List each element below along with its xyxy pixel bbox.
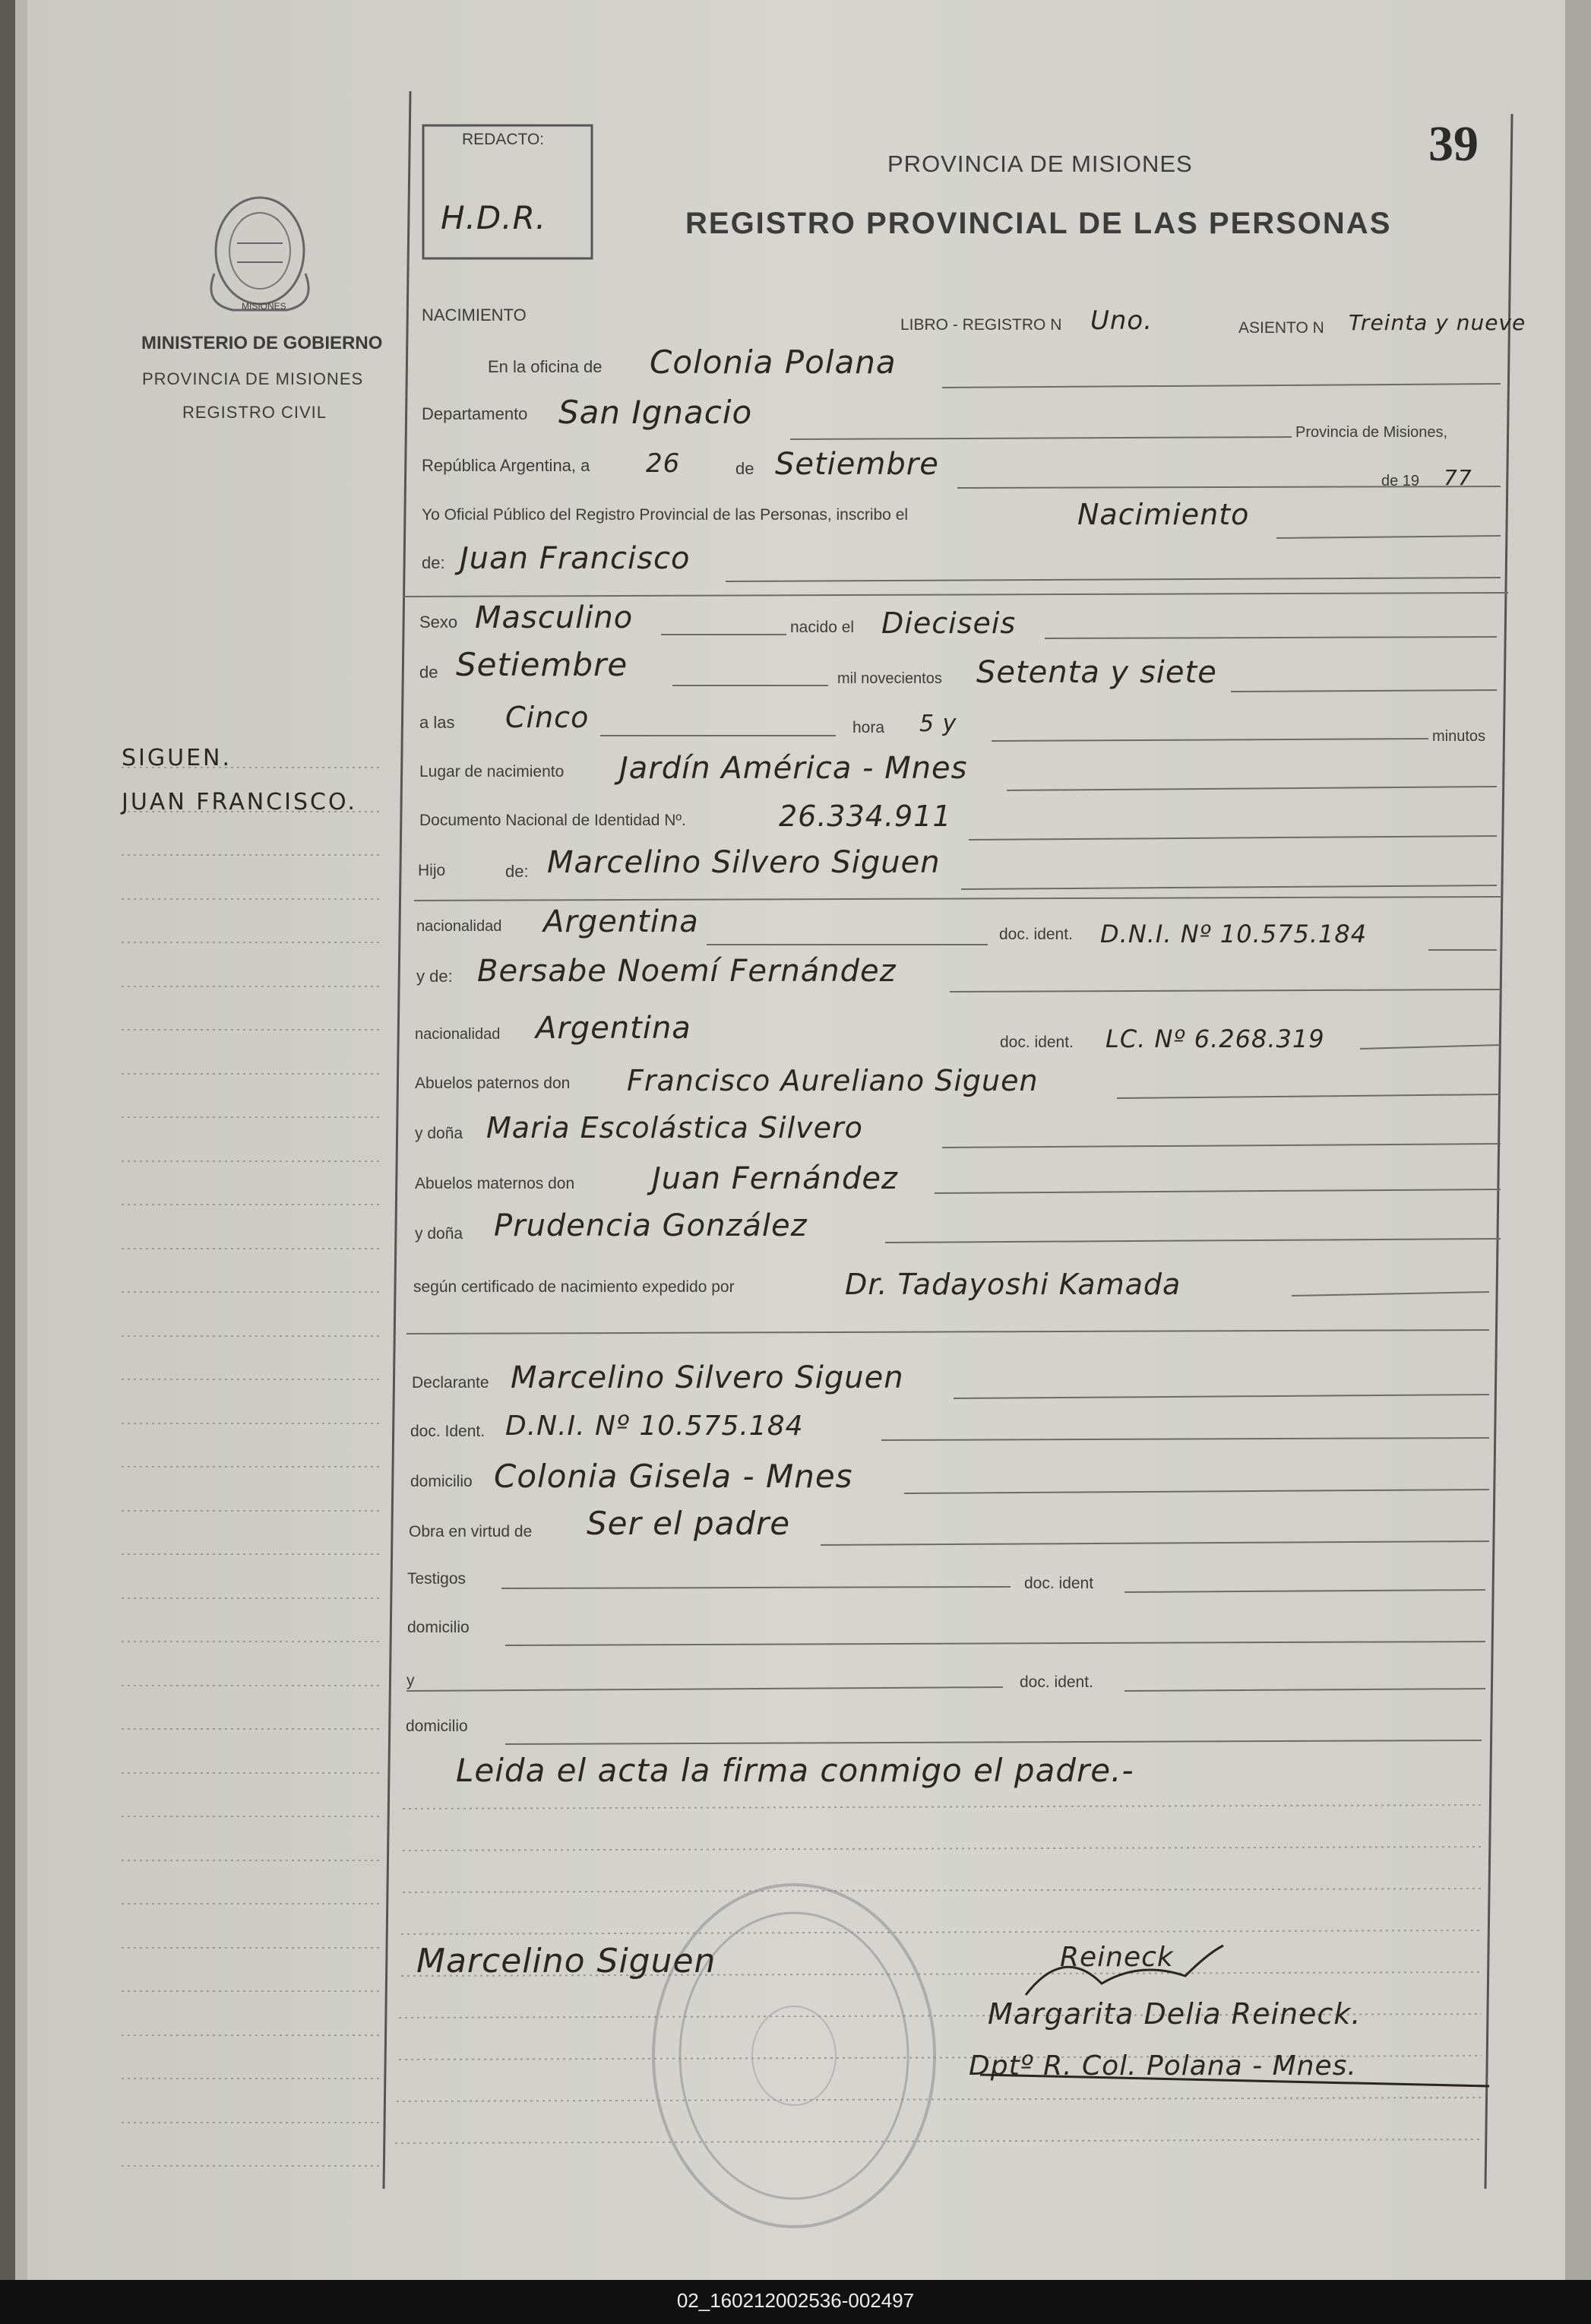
margin-note-given-names[interactable]: JUAN FRANCISCO. [122, 789, 357, 815]
dni-label: Documento Nacional de Identidad Nº. [419, 812, 686, 829]
doc-ident-madre-label: doc. ident. [1000, 1034, 1074, 1051]
lugar-value[interactable]: Jardín América - Mnes [619, 751, 968, 786]
declarante-doc-label: doc. Ident. [410, 1423, 486, 1440]
madre-label: y de: [416, 967, 453, 986]
testigo-domicilio-label: domicilio [407, 1619, 470, 1636]
testigo2-domicilio-label: domicilio [406, 1718, 468, 1735]
declarant-signature: Marcelino Siguen [416, 1942, 716, 1980]
libro-value[interactable]: Uno. [1090, 306, 1153, 336]
act-type-label: NACIMIENTO [422, 306, 527, 325]
domicilio-label: domicilio [410, 1473, 473, 1490]
hora-label: hora [852, 719, 885, 736]
province-title: PROVINCIA DE MISIONES [887, 150, 1193, 177]
lugar-label: Lugar de nacimiento [419, 763, 565, 780]
abuela-paterna-label: y doña [415, 1125, 463, 1142]
page-number: 39 [1428, 116, 1479, 172]
abuela-materna-value[interactable]: Prudencia González [494, 1208, 808, 1243]
sidebar-registry: REGISTRO CIVIL [182, 403, 327, 422]
nacionalidad-padre-label: nacionalidad [416, 918, 502, 935]
madre-value[interactable]: Bersabe Noemí Fernández [477, 954, 897, 989]
mes-value[interactable]: Setiembre [775, 447, 939, 482]
margin-note-surname[interactable]: SIGUEN. [122, 745, 232, 771]
oficina-value[interactable]: Colonia Polana [650, 344, 897, 381]
declarante-value[interactable]: Marcelino Silvero Siguen [511, 1360, 904, 1395]
testigo2-label: y [406, 1672, 415, 1689]
declarante-label: Declarante [412, 1374, 489, 1392]
testigo-doc-label: doc. ident [1024, 1575, 1094, 1592]
doc-ident-padre-label: doc. ident. [999, 926, 1073, 943]
dia-value[interactable]: 26 [646, 448, 681, 479]
dni-value[interactable]: 26.334.911 [779, 799, 952, 833]
registry-title: REGISTRO PROVINCIAL DE LAS PERSONAS [685, 207, 1392, 240]
minutos-label: minutos [1432, 728, 1486, 745]
sidebar-province: PROVINCIA DE MISIONES [142, 369, 364, 388]
certificado-label: según certificado de nacimiento expedido por [413, 1278, 735, 1296]
footer-bar [0, 2280, 1591, 2324]
certificado-value[interactable]: Dr. Tadayoshi Kamada [845, 1268, 1181, 1301]
official-name: Margarita Delia Reineck. [988, 1997, 1362, 2031]
oficial-label: Yo Oficial Público del Registro Provincial de las Personas, inscribo el [422, 506, 909, 524]
nacionalidad-padre-value[interactable]: Argentina [543, 904, 699, 939]
abuelos-paternos-label: Abuelos paternos don [415, 1075, 571, 1092]
image-id-label: 02_160212002536-002497 [676, 2289, 915, 2312]
abuelo-materno-value[interactable]: Juan Fernández [652, 1161, 898, 1196]
sidebar-seal-label: MISIONES [242, 301, 286, 312]
oficina-label: En la oficina de [488, 357, 603, 376]
provincia-label: Provincia de Misiones, [1295, 424, 1448, 441]
hijo-de-label: de: [505, 862, 529, 881]
abuela-materna-label: y doña [415, 1225, 463, 1243]
mes2-value[interactable]: Setiembre [456, 646, 628, 683]
abuela-paterna-value[interactable]: Maria Escolástica Silvero [486, 1111, 863, 1145]
obra-label: Obra en virtud de [409, 1523, 533, 1540]
sexo-label: Sexo [419, 613, 458, 632]
sexo-value[interactable]: Masculino [475, 600, 634, 635]
padre-value[interactable]: Marcelino Silvero Siguen [547, 845, 941, 880]
anio-label: de 19 [1381, 473, 1420, 489]
nacido-label: nacido el [790, 619, 855, 636]
abuelo-paterno-value[interactable]: Francisco Aureliano Siguen [627, 1064, 1039, 1097]
domicilio-value[interactable]: Colonia Gisela - Mnes [494, 1458, 853, 1495]
nacido-value[interactable]: Dieciseis [881, 606, 1017, 640]
minutos-value[interactable]: 5 y [919, 711, 957, 737]
asiento-value[interactable]: Treinta y nueve [1349, 310, 1526, 335]
oficial-value[interactable]: Nacimiento [1077, 498, 1250, 531]
declarante-doc-value[interactable]: D.N.I. Nº 10.575.184 [505, 1411, 804, 1442]
alas-label: a las [419, 713, 455, 732]
official-signature: Reineck [1060, 1942, 1174, 1973]
nacionalidad-madre-value[interactable]: Argentina [536, 1011, 691, 1046]
official-office: Dptº R. Col. Polana - Mnes. [969, 2050, 1357, 2082]
abuelos-maternos-label: Abuelos maternos don [415, 1175, 575, 1192]
nombre-value[interactable]: Juan Francisco [460, 541, 691, 576]
redacto-value[interactable]: H.D.R. [441, 199, 547, 236]
redacto-label: REDACTO: [462, 131, 545, 148]
obra-value[interactable]: Ser el padre [587, 1505, 791, 1542]
de-mes-label: de [419, 663, 438, 682]
doc-padre-value[interactable]: D.N.I. Nº 10.575.184 [1100, 920, 1368, 948]
libro-label: LIBRO - REGISTRO N [900, 316, 1062, 334]
testigos-label: Testigos [407, 1570, 467, 1588]
anio2-value[interactable]: Setenta y siete [976, 655, 1217, 690]
departamento-label: Departamento [422, 404, 528, 423]
hijo-label: Hijo [418, 862, 446, 879]
hora-value[interactable]: Cinco [505, 701, 590, 734]
asiento-label: ASIENTO N [1238, 319, 1324, 337]
ministry-title: MINISTERIO DE GOBIERNO [141, 333, 383, 353]
republica-label: República Argentina, a [422, 456, 590, 475]
departamento-value[interactable]: San Ignacio [558, 394, 753, 431]
closing-statement[interactable]: Leida el acta la firma conmigo el padre.- [456, 1752, 1134, 1789]
nacionalidad-madre-label: nacionalidad [415, 1026, 501, 1043]
doc-madre-value[interactable]: LC. Nº 6.268.319 [1105, 1024, 1325, 1053]
mil-novecientos-label: mil novecientos [837, 670, 942, 687]
testigo2-doc-label: doc. ident. [1020, 1673, 1093, 1691]
de-nombre-label: de: [422, 553, 445, 572]
de-label: de [735, 459, 754, 478]
anio-value[interactable]: 77 [1444, 465, 1472, 490]
